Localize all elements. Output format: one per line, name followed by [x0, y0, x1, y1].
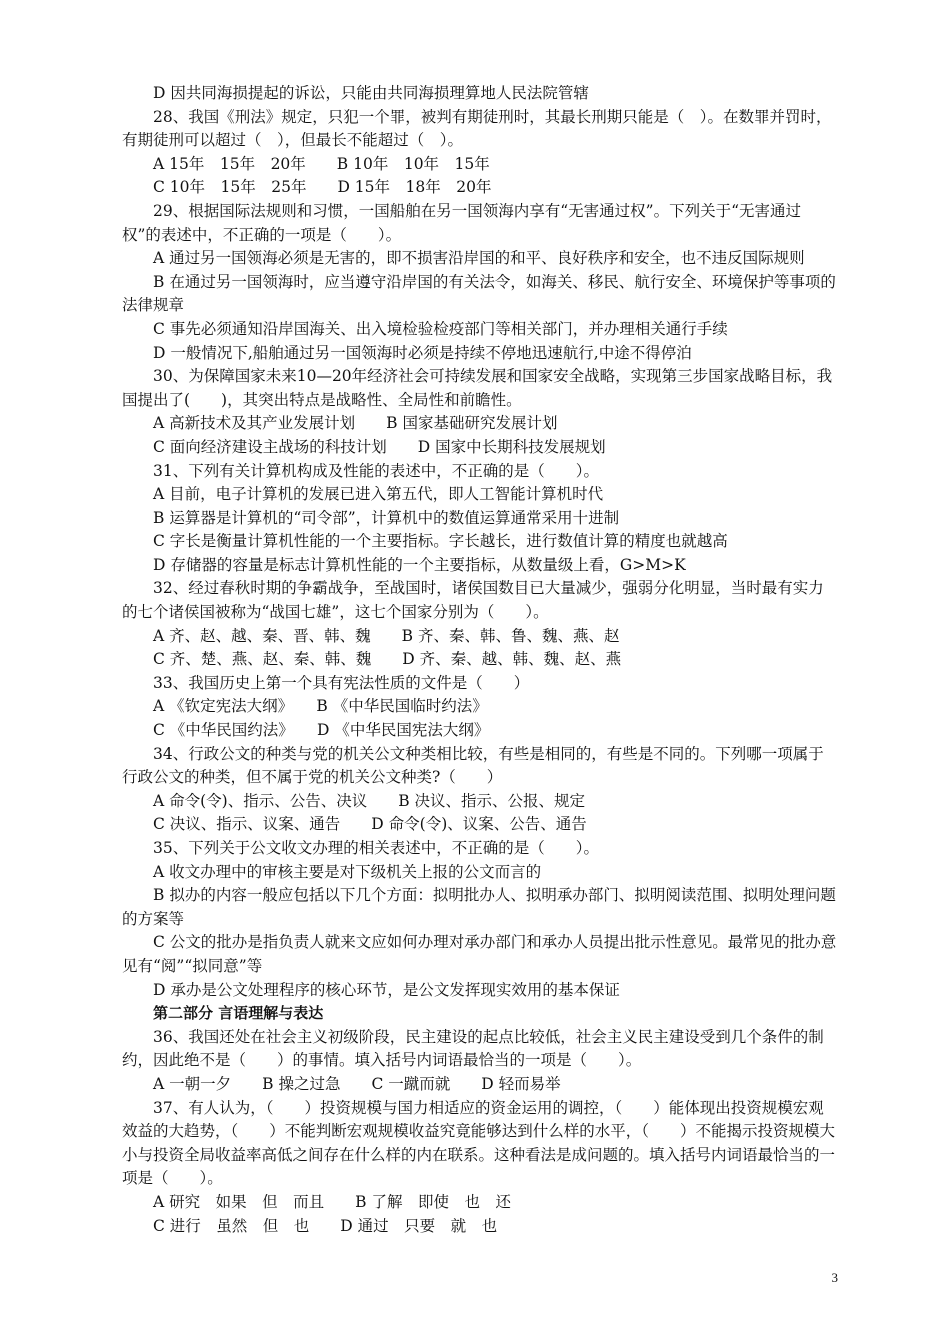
option-line: C 进行 虽然 但 也 D 通过 只要 就 也: [153, 1216, 498, 1235]
question-paragraph: B 拟办的内容一般应包括以下几个方面：拟明批办人、拟明承办部门、拟明阅读范围、拟明处理问题的方案等: [122, 886, 836, 928]
option-line: C 面向经济建设主战场的科技计划 D 国家中长期科技发展规划: [153, 437, 606, 456]
option-line: A 《钦定宪法大纲》 B 《中华民国临时约法》: [153, 697, 488, 716]
option-line: C 字长是衡量计算机性能的一个主要指标。字长越长，进行数值计算的精度也就越高: [153, 532, 728, 551]
option-line: 33、我国历史上第一个具有宪法性质的文件是（ ）: [153, 673, 530, 692]
option-line: A 收文办理中的审核主要是对下级机关上报的公文而言的: [153, 862, 542, 881]
option-line: 31、下列有关计算机构成及性能的表述中，不正确的是（ ）。: [153, 461, 599, 480]
option-line: A 研究 如果 但 而且 B 了解 即使 也 还: [153, 1192, 511, 1211]
question-paragraph: 36、我国还处在社会主义初级阶段，民主建设的起点比较低，社会主义民主建设受到几个条件的制约，因此绝不是（ ）的事情。填入括号内词语最恰当的一项是（ ）。: [122, 1027, 824, 1070]
option-line: D 存储器的容量是标志计算机性能的一个主要指标，从数量级上看，G>M>K: [153, 555, 686, 574]
option-line: D 承办是公文处理程序的核心环节，是公文发挥现实效用的基本保证: [153, 980, 620, 999]
option-line: C 齐、楚、燕、赵、秦、韩、魏 D 齐、秦、越、韩、魏、赵、燕: [153, 650, 622, 669]
option-line: C 决议、指示、议案、通告 D 命令(令)、议案、公告、通告: [153, 815, 587, 834]
option-line: A 齐、赵、越、秦、晋、韩、魏 B 齐、秦、韩、鲁、魏、燕、赵: [153, 626, 620, 645]
document-body: [122, 82, 838, 1238]
option-line: A 目前，电子计算机的发展已进入第五代，即人工智能计算机时代: [153, 485, 604, 504]
question-paragraph: 32、经过春秋时期的争霸战争，至战国时，诸侯国数目已大量减少，强弱分化明显，当时最有实力的七个诸侯国被称为“战国七雄”，这七个国家分别为（ ）。: [122, 579, 824, 622]
question-paragraph: 37、有人认为，（ ）投资规模与国力相适应的资金运用的调控，（ ）能体现出投资规模宏观效益的大趋势，（ ）不能判断宏观规模收益究竟能够达到什么样的水平，（ ）不能揭示投资规模大小与投资全局收益率高低之间存在什么样的内在联系。这种看法是成问题的。填入括号内词语最恰当的一项是（ ）。: [122, 1098, 836, 1188]
question-paragraph: 29、根据国际法规则和习惯，一国船舶在另一国领海内享有“无害通过权”。下列关于“无害通过权”的表述中，不正确的一项是（ ）。: [122, 201, 801, 244]
option-line: A 高新技术及其产业发展计划 B 国家基础研究发展计划: [153, 414, 558, 433]
option-line: D 一般情况下,船舶通过另一国领海时必须是持续不停地迅速航行,中途不得停泊: [153, 343, 692, 362]
question-paragraph: A 通过另一国领海必须是无害的，即不损害沿岸国的和平、良好秩序和安全，也不违反国际规则: [153, 249, 805, 268]
question-paragraph: C 公文的批办是指负责人就来文应如何办理对承办部门和承办人员提出批示性意见。最常见的批办意见有“阅”“拟同意”等: [122, 933, 837, 975]
section-heading: 第二部分 言语理解与表达: [153, 1004, 324, 1023]
page-number: 3: [831, 1270, 838, 1285]
option-line: C 10年 15年 25年 D 15年 18年 20年: [153, 178, 492, 197]
option-line: A 命令(令)、指示、公告、决议 B 决议、指示、公报、规定: [153, 791, 586, 810]
option-line: A 15年 15年 20年 B 10年 10年 15年: [153, 154, 490, 173]
option-line: D 因共同海损提起的诉讼，只能由共同海损理算地人民法院管辖: [153, 84, 589, 102]
question-paragraph: 30、为保障国家未来10—20年经济社会可持续发展和国家安全战略，实现第三步国家战略目标，我国提出了( )，其突出特点是战略性、全局性和前瞻性。: [122, 367, 833, 409]
question-paragraph: 28、我国《刑法》规定，只犯一个罪，被判有期徒刑时，其最长刑期只能是（ ）。在数罪并罚时，有期徒刑可以超过（ ），但最长不能超过（ ）。: [122, 107, 832, 150]
option-line: C 《中华民国约法》 D 《中华民国宪法大纲》: [153, 721, 490, 740]
option-line: B 运算器是计算机的“司令部”，计算机中的数值运算通常采用十进制: [153, 508, 620, 527]
option-line: A 一朝一夕 B 操之过急 C 一蹴而就 D 轻而易举: [153, 1074, 561, 1093]
question-paragraph: 34、行政公文的种类与党的机关公文种类相比较，有些是相同的，有些是不同的。下列哪一项属于行政公文的种类，但不属于党的机关公文种类?（ ）: [122, 744, 824, 787]
option-line: C 事先必须通知沿岸国海关、出入境检验检疫部门等相关部门，并办理相关通行手续: [153, 319, 728, 338]
question-paragraph: B 在通过另一国领海时，应当遵守沿岸国的有关法令，如海关、移民、航行安全、环境保护等事项的法律规章: [122, 272, 836, 315]
option-line: 35、下列关于公文收文办理的相关表述中，不正确的是（ ）。: [153, 839, 599, 857]
